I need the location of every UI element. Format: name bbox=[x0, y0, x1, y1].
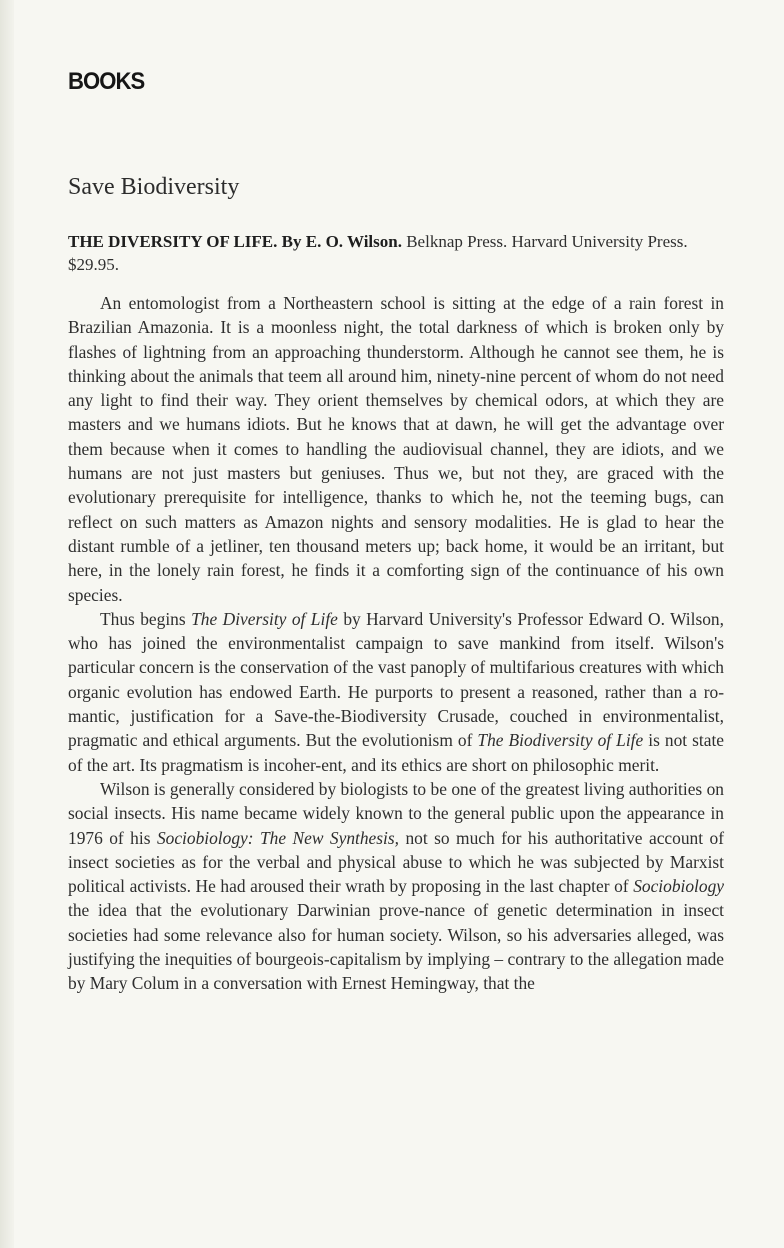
paragraph-2-text-a: Thus begins bbox=[100, 608, 192, 629]
paragraph-2 bbox=[68, 607, 724, 777]
paragraph-1: An entomologist from a Northeastern school is sitting at the edge of a rain forest in Brazilian Amazonia. It is a moonless night, the total darkness of which is broken only by flashes of lightning from an approaching thunderstorm. Although he cannot see them, he is thinking about the animals that teem all around him, ninety-nine percent of whom do not need any light to find their way. They orient themselves by chemical odors, at which they are masters and we humans idiots. But he knows that at dawn, he will get the advantage over them because when it comes to handling the audiovisual channel, they are idiots, and we humans are not just masters but geniuses. Thus we, but not they, are graced with the evolutionary prerequisite for intelligence, thanks to which he, not the teeming bugs, can reflect on such matters as Amazon nights and sensory modalities. He is glad to hear the distant rumble of a jetliner, ten thousand meters up; back home, it would be an irritant, but here, in the lonely rain forest, he finds it a comforting sign of the continuance of his own species. bbox=[68, 293, 724, 605]
article-body bbox=[68, 291, 724, 996]
book-title-italic: The Biodiversity of Life bbox=[477, 730, 644, 751]
article-title: Save Biodiversity bbox=[68, 174, 240, 200]
book-title-italic: The Diversity of Life bbox=[191, 608, 338, 629]
citation-by: By bbox=[281, 232, 302, 251]
cited-publisher: Belknap Press. Harvard University Press. $29.95. bbox=[68, 232, 688, 274]
paragraph-3 bbox=[68, 777, 724, 996]
book-title-italic: Sociobiology: The New Synthesis, bbox=[156, 827, 399, 848]
paragraph-3-text-c: not so much for his authoritative account of insect societies as for the verbal and physical abuse to which he was subjected by Marxist political activists. He had aroused their wrath by proposing in the last chapter of bbox=[68, 827, 724, 897]
paragraph-3-text-e: the idea that the evolutionary Darwinian prove-nance of genetic determination in insect societies had some relevance also for human society. Wilson, so his adversaries alleged, was justifying the inequities of bourgeois-capitalism by implying – contrary to the allegation made by Mary Colum in a conversation with Ernest Hemingway, that the bbox=[68, 900, 724, 994]
book-citation bbox=[68, 230, 724, 276]
paragraph-3-text-a: Wilson is generally considered by biologists to be one of the greatest living authorities on social insects. His name became widely known to the general public upon the appearance in 1976 of his bbox=[68, 778, 724, 848]
paragraph-2-text-c: by Harvard University's Professor Edward O. Wilson, who has joined the environmentalist campaign to save mankind from itself. Wilson's particular concern is the conservation of the vast panoply of multifarious creatures with which organic evolution has endowed Earth. He purports to present a reasoned, rather than a ro-mantic, justification for a Save-the-Biodiversity Crusade, couched in environmentalist, pragmatic and ethical arguments. But the evolutionism of bbox=[68, 608, 724, 751]
book-title-italic: Sociobiology bbox=[633, 876, 724, 897]
paragraph-2-text-e: is not state of the art. Its pragmatism is incoher-ent, and its ethics are short on philosophic merit. bbox=[68, 730, 725, 775]
section-label: BOOKS bbox=[68, 68, 145, 95]
cited-book-title: THE DIVERSITY OF LIFE. bbox=[68, 232, 278, 251]
cited-author: E. O. Wilson. bbox=[305, 232, 402, 251]
page-binding-shadow bbox=[0, 0, 14, 1248]
